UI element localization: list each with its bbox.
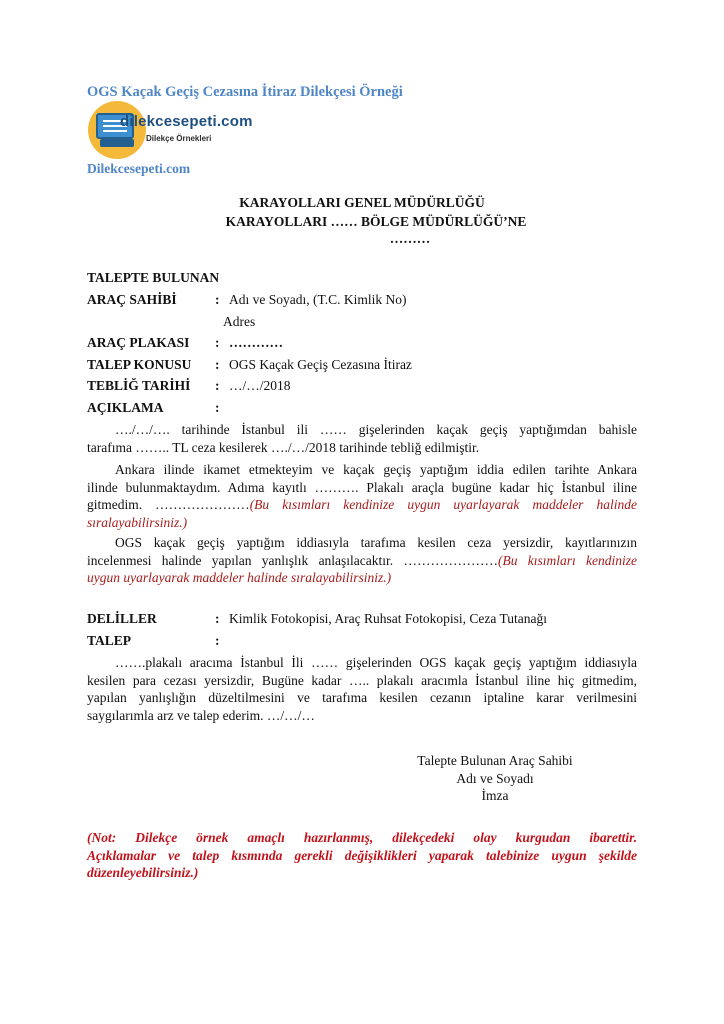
note-line-3: düzenleyebilirsiniz.) (87, 865, 199, 880)
deliller-value: Kimlik Fotokopisi, Araç Ruhsat Fotokopisi, Ceza Tutanağı (229, 611, 548, 626)
p2-line-3-hint: (Bu kısımları kendinize uygun uyarlayarak maddeler halinde (249, 497, 637, 512)
disclaimer-note (87, 829, 637, 882)
request-line-3: yapılan yanlışlığın düzeltilmesini ve tarafıma kesilen cezanın iptaline karar verilmesini (87, 690, 637, 705)
p3-line-2-hint: (Bu kısımları kendinize (497, 552, 637, 568)
p1-line-2: tarafıma …….. TL ceza kesilerek …./…/2018 tarihinde tebliğ edilmiştir. (87, 439, 480, 455)
colon: : (215, 357, 220, 372)
talep-konusu-label: TALEP KONUSU (87, 357, 192, 372)
note-line-2: Açıklamalar ve talep kısmında gerekli değişiklikleri yaparak talebinize uygun şekilde (87, 847, 637, 863)
logo-subtitle: Dilekçe Örnekleri (146, 134, 212, 143)
p2-line-4-hint: sıralayabilirsiniz.) (87, 514, 188, 530)
arac-sahibi-value: Adı ve Soyadı, (T.C. Kimlik No) (229, 292, 407, 307)
document-title: OGS Kaçak Geçiş Cezasına İtiraz Dilekçesi Örneği (87, 84, 403, 100)
p2-line-1: Ankara ilinde ikamet etmekteyim ve kaçak geçiş yaptığım iddia edilen tarihte Ankara (115, 462, 637, 477)
arac-sahibi-label: ARAÇ SAHİBİ (87, 292, 177, 307)
talepte-bulunan-label: TALEPTE BULUNAN (87, 270, 220, 285)
colon: : (215, 400, 220, 415)
p2-line-3a: gitmedim. ………………… (87, 497, 250, 512)
talep-label: TALEP (87, 633, 132, 648)
recipient-line-3: ……… (389, 231, 431, 246)
p1-line-1: …./…/…. tarihinde İstanbul ili …… gişelerinden kaçak geçiş yaptığımdan bahisle (115, 422, 637, 437)
signature-block (400, 752, 590, 805)
colon: : (215, 378, 220, 393)
recipient-line-2: KARAYOLLARI …… BÖLGE MÜDÜRLÜĞÜ’NE (225, 214, 527, 229)
teblig-tarihi-label: TEBLİĞ TARİHİ (87, 378, 191, 393)
talep-konusu-value: OGS Kaçak Geçiş Cezasına İtiraz (229, 357, 412, 372)
colon: : (215, 633, 220, 648)
signature-line-3: İmza (481, 788, 509, 803)
recipient-line-1: KARAYOLLARI GENEL MÜDÜRLÜĞÜ (239, 195, 485, 210)
colon: : (215, 335, 220, 350)
note-line-1: (Not: Dilekçe örnek amaçlı hazırlanmış, dilekçedeki olay kurgudan ibarettir. (87, 830, 637, 845)
logo-text: dilekcesepeti.com (120, 113, 253, 130)
deliller-label: DELİLLER (87, 611, 157, 626)
p3-line-3-hint: uygun uyarlayarak maddeler halinde sıralayabilirsiniz.) (87, 570, 392, 585)
plaka-label: ARAÇ PLAKASI (87, 335, 190, 350)
request-paragraph (87, 654, 637, 724)
colon: : (215, 611, 220, 626)
paragraph-3 (87, 534, 637, 587)
p3-line-2a: incelenmesi halinde yapılan yanlışlık anlaşılacaktır. ………………… (87, 552, 498, 568)
p3-line-1: OGS kaçak geçiş yaptığım iddiasıyla tarafıma kesilen ceza yersizdir, kayıtlarınızın (115, 535, 637, 550)
adres-value: Adres (223, 314, 256, 329)
plaka-value: ………… (229, 335, 283, 350)
request-line-1: …….plakalı aracıma İstanbul İli …… gişelerinden OGS kaçak geçiş yaptığım iddiasıyla (115, 655, 637, 670)
paragraph-2 (87, 461, 637, 531)
site-name: Dilekcesepeti.com (87, 161, 191, 176)
paragraph-1 (87, 421, 637, 456)
p2-line-2: ilinde bulunmaktaydım. Adıma kayıtlı ………. Plakalı araçla bugüne kadar hiç İstanbul iline (87, 479, 637, 495)
signature-line-2: Adı ve Soyadı (456, 770, 534, 786)
colon: : (215, 292, 220, 307)
teblig-tarihi-value: …/…/2018 (229, 378, 291, 393)
request-line-2: kesilen para cezası yersizdir, Bugüne kadar ….. plakalı aracımla İstanbul iline hiç gitmedim, (87, 672, 637, 688)
request-line-4: saygılarımla arz ve talep ederim. …/…/… (87, 707, 315, 723)
keyboard-icon (100, 139, 134, 147)
site-logo (86, 101, 286, 159)
signature-line-1: Talepte Bulunan Araç Sahibi (417, 753, 573, 768)
aciklama-label: AÇIKLAMA (87, 400, 164, 415)
